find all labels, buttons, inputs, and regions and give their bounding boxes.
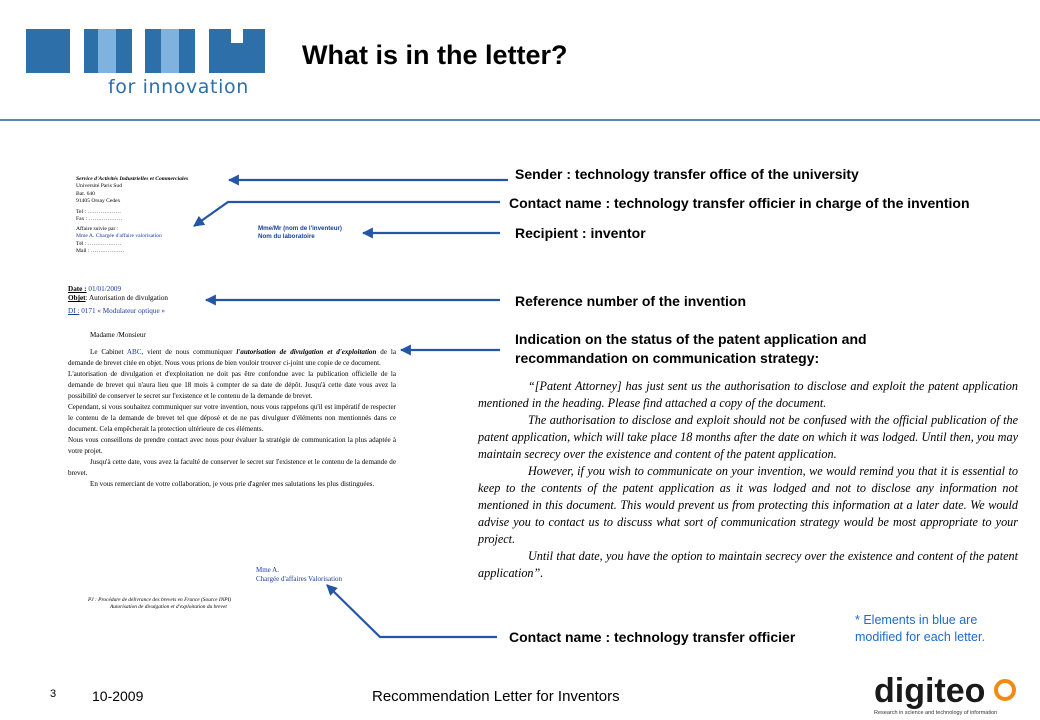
svg-text:digiteo: digiteo bbox=[874, 672, 986, 710]
sender-line: Fax : ……………… bbox=[76, 216, 123, 223]
attachment-line: Autorisation de divulgation et d'exploitation du brevet bbox=[110, 604, 227, 611]
callout-status bbox=[515, 330, 867, 368]
svg-text:Research in science and techno: Research in science and technology of information bbox=[874, 710, 998, 716]
translation-paragraph: The authorisation to disclose and exploit should not be confused with the official publication of the patent application, which will take place 18 months after the date on which it was lodged. Until then, you may maintain secrecy over the existence and content of the patent application. bbox=[478, 413, 1018, 461]
footer-title: Recommendation Letter for Inventors bbox=[372, 688, 620, 705]
sender-line: Bat. 640 bbox=[76, 190, 95, 197]
letter-paragraph: Le Cabinet ABC, vient de nous communiquer l'autorisation de divulgation et d'exploitation de la demande de brevet citée en objet. Nous vous prions de bien vouloir trouver ci-joint une copie de ce document. bbox=[68, 347, 396, 367]
translation-paragraph: Until that date, you have the option to maintain secrecy over the existence and content of the patent application”. bbox=[478, 549, 1018, 580]
salutation: Madame /Monsieur bbox=[90, 331, 146, 339]
di-label: DI : bbox=[68, 306, 80, 315]
date-label: Date : bbox=[68, 285, 87, 293]
affaire-line: Mail : ……………… bbox=[76, 247, 125, 254]
callout-status-line: recommandation on communication strategy: bbox=[515, 350, 820, 366]
letter-paragraph: Cependant, si vous souhaitez communiquer sur votre invention, nous vous rappelons qu'il est impératif de respecter le contenu de la demande de brevet tel que déposé et de ne pas divulguer d'éléments non mentionnés dans ce document. Cela empêcherait la protection ultérieure de ces éléments. bbox=[68, 402, 396, 433]
arrow-contact bbox=[194, 202, 500, 226]
translation-paragraph: “[Patent Attorney] has just sent us the authorisation to disclose and exploit the patent application mentioned in the heading. Please find attached a copy of the document. bbox=[478, 379, 1018, 410]
callout-contact-bottom: Contact name : technology transfer officier bbox=[509, 629, 796, 645]
slide-title: What is in the letter? bbox=[302, 40, 568, 70]
attachment-line: PJ : Procédure de délivrance des brevets en France (Source INPI) bbox=[88, 597, 232, 603]
objet-value: : Autorisation de divulgation bbox=[85, 294, 169, 303]
recipient-line: Nom du laboratoire bbox=[258, 233, 315, 241]
logo-tagline: for innovation bbox=[108, 76, 249, 98]
footer-date: 10-2009 bbox=[92, 688, 144, 704]
sender-line: 91405 Orsay Cedex bbox=[76, 197, 121, 204]
objet-label: Objet bbox=[68, 294, 86, 303]
di-value: 0171 « Modulateur optique » bbox=[81, 306, 166, 315]
callout-contact: Contact name : technology transfer officier in charge of the invention bbox=[509, 195, 970, 211]
affaire-line: Tél : ……………… bbox=[76, 240, 122, 247]
callout-reference: Reference number of the invention bbox=[515, 293, 747, 309]
digiteo-logo bbox=[872, 668, 1032, 720]
callout-sender: Sender : technology transfer office of the university bbox=[515, 166, 859, 182]
sender-line: Service d'Activités Industrielles et Commerciales bbox=[76, 176, 189, 182]
sender-line: Tel : ……………… bbox=[76, 209, 121, 216]
letter-paragraph: Jusqu'à cette date, vous avez la faculté de conserver le secret sur l'existence et le contenu de la demande de brevet. bbox=[68, 457, 396, 477]
note-line: * Elements in blue are bbox=[855, 613, 978, 627]
page-number: 3 bbox=[50, 688, 57, 700]
letter-paragraph: L'autorisation de divulgation et d'exploitation ne doit pas être confondue avec la publication officielle de la demande de brevet qui n'aura lieu que 18 mois à compter de sa date de dépôt. Jusqu'à cette date vous avez la possibilité de conserver le secret sur l'existence et le contenu de la demande de brevet. bbox=[68, 369, 396, 400]
signer-line: Mme A. bbox=[256, 566, 279, 574]
blue-elements-note bbox=[855, 612, 985, 646]
letter-translation bbox=[478, 378, 1018, 582]
affaire-line: Mme A. Chargée d'affaire valorisation bbox=[76, 233, 162, 240]
note-line: modified for each letter. bbox=[855, 630, 985, 644]
letter-paragraph: En vous remerciant de votre collaboration, je vous prie d'agréer mes salutations les plus distinguées. bbox=[90, 479, 375, 488]
translation-paragraph: However, if you wish to communicate on your invention, we would remind you that it is essential to keep to the contents of the patent application as it was lodged and not to disclose any information not mentioned in this document. This would prevent us from protecting this information at a later date. We would advise you to contact us to discuss what sort of communication strategy would be most appropriate to your project. bbox=[478, 464, 1018, 546]
callout-status-line: Indication on the status of the patent application and bbox=[515, 331, 867, 347]
arrow-contact-bottom bbox=[327, 585, 497, 637]
affaire-line: Affaire suivie par : bbox=[76, 226, 119, 232]
date-value: 01/01/2009 bbox=[88, 285, 122, 293]
letter-paragraph: Nous vous conseillons de prendre contact avec nous pour évaluer la stratégie de communication la plus adaptée à votre projet. bbox=[68, 435, 396, 455]
callout-recipient: Recipient : inventor bbox=[515, 225, 646, 241]
signer-line: Chargée d'affaires Valorisation bbox=[256, 575, 343, 584]
sender-line: Université Paris Sud bbox=[76, 183, 122, 190]
recipient-line: Mme/Mr (nom de l'inventeur) bbox=[258, 225, 342, 232]
